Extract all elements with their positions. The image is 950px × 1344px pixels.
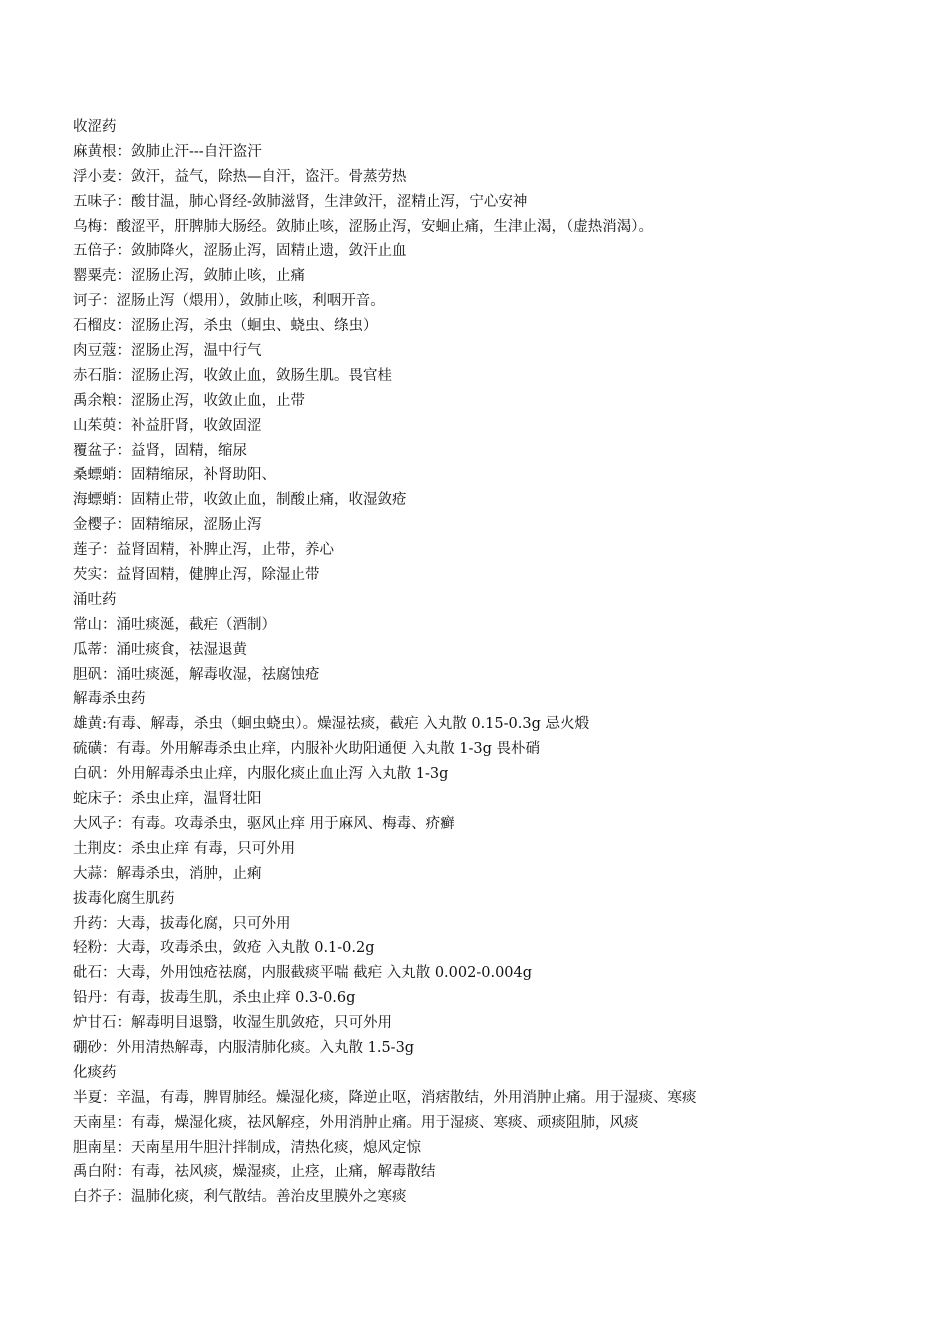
text-line: 五倍子：敛肺降火，涩肠止泻，固精止遗，敛汗止血 (73, 243, 407, 260)
text-line: 大风子：有毒。攻毒杀虫，驱风止痒 用于麻风、梅毒、疥癣 (73, 815, 455, 832)
text-line: 浮小麦：敛汗，益气，除热—自汗，盗汗。骨蒸劳热 (73, 168, 407, 185)
section-heading: 解毒杀虫药 (73, 691, 146, 708)
text-line: 半夏：辛温，有毒，脾胃肺经。燥湿化痰，降逆止呕，消痞散结，外用消肿止痛。用于湿痰、寒痰 (73, 1089, 697, 1106)
text-line: 铅丹：有毒，拔毒生肌，杀虫止痒 0.3-0.6g (73, 990, 356, 1007)
text-line: 乌梅：酸涩平，肝脾肺大肠经。敛肺止咳，涩肠止泻，安蛔止痛，生津止渴，（虚热消渴）。 (73, 218, 653, 235)
text-line: 禹余粮：涩肠止泻，收敛止血，止带 (73, 392, 305, 409)
text-line: 肉豆蔻：涩肠止泻，温中行气 (73, 343, 262, 360)
text-line: 禹白附：有毒，祛风痰，燥湿痰，止痉，止痛，解毒散结 (73, 1164, 436, 1181)
text-line: 赤石脂：涩肠止泻，收敛止血，敛肠生肌。畏官桂 (73, 367, 392, 384)
text-line: 石榴皮：涩肠止泻，杀虫（蛔虫、蛲虫、绦虫） (73, 318, 378, 335)
text-line: 天南星：有毒，燥湿化痰，祛风解痉，外用消肿止痛。用于湿痰、寒痰、顽痰阻肺，风痰 (73, 1114, 639, 1131)
section-heading: 涌吐药 (73, 591, 117, 608)
text-line: 金樱子：固精缩尿，涩肠止泻 (73, 517, 262, 534)
text-line: 雄黄:有毒、解毒，杀虫（蛔虫蛲虫）。燥湿祛痰，截疟 入丸散 0.15-0.3g 忌火煅 (73, 716, 589, 733)
text-line: 瓜蒂：涌吐痰食，祛湿退黄 (73, 641, 247, 658)
section-heading: 化痰药 (73, 1064, 117, 1081)
document-body (73, 115, 913, 1210)
text-line: 罂粟壳：涩肠止泻，敛肺止咳，止痛 (73, 268, 305, 285)
text-line: 桑螵蛸：固精缩尿，补肾助阳、 (73, 467, 276, 484)
text-line: 胆南星：天南星用牛胆汁拌制成，清热化痰，熄风定惊 (73, 1139, 421, 1156)
text-line: 白芥子：温肺化痰，利气散结。善治皮里膜外之寒痰 (73, 1189, 407, 1206)
text-line: 白矾：外用解毒杀虫止痒，内服化痰止血止泻 入丸散 1-3g (73, 766, 449, 783)
text-line: 大蒜：解毒杀虫，消肿，止痢 (73, 865, 262, 882)
text-line: 五味子：酸甘温，肺心肾经-敛肺滋肾，生津敛汗，涩精止泻，宁心安神 (73, 193, 528, 210)
text-line: 炉甘石：解毒明目退翳，收湿生肌敛疮，只可外用 (73, 1015, 392, 1032)
text-line: 胆矾：涌吐痰涎，解毒收湿，祛腐蚀疮 (73, 666, 320, 683)
text-line: 山茱萸：补益肝肾，收敛固涩 (73, 417, 262, 434)
text-line: 麻黄根：敛肺止汗---自汗盗汗 (73, 143, 262, 160)
text-line: 硼砂：外用清热解毒，内服清肺化痰。入丸散 1.5-3g (73, 1039, 415, 1056)
text-line: 土荆皮：杀虫止痒 有毒，只可外用 (73, 840, 296, 857)
text-line: 砒石：大毒，外用蚀疮祛腐，内服截痰平喘 截疟 入丸散 0.002-0.004g (73, 965, 533, 982)
text-line: 莲子：益肾固精，补脾止泻，止带，养心 (73, 542, 334, 559)
section-heading: 收涩药 (73, 119, 117, 135)
text-line: 硫磺：有毒。外用解毒杀虫止痒，内服补火助阳通便 入丸散 1-3g 畏朴硝 (73, 741, 540, 758)
text-line: 常山：涌吐痰涎，截疟（酒制） (73, 616, 276, 633)
text-line: 芡实：益肾固精，健脾止泻，除湿止带 (73, 567, 320, 584)
text-line: 覆盆子：益肾，固精，缩尿 (73, 442, 247, 459)
text-line: 诃子：涩肠止泻（煨用），敛肺止咳，利咽开音。 (73, 293, 385, 310)
text-line: 海螵蛸：固精止带，收敛止血，制酸止痛，收湿敛疮 (73, 492, 407, 509)
section-heading: 拔毒化腐生肌药 (73, 890, 175, 907)
text-line: 轻粉：大毒，攻毒杀虫，敛疮 入丸散 0.1-0.2g (73, 940, 375, 957)
text-line: 升药：大毒，拔毒化腐，只可外用 (73, 915, 291, 932)
text-line: 蛇床子：杀虫止痒，温肾壮阳 (73, 791, 262, 808)
